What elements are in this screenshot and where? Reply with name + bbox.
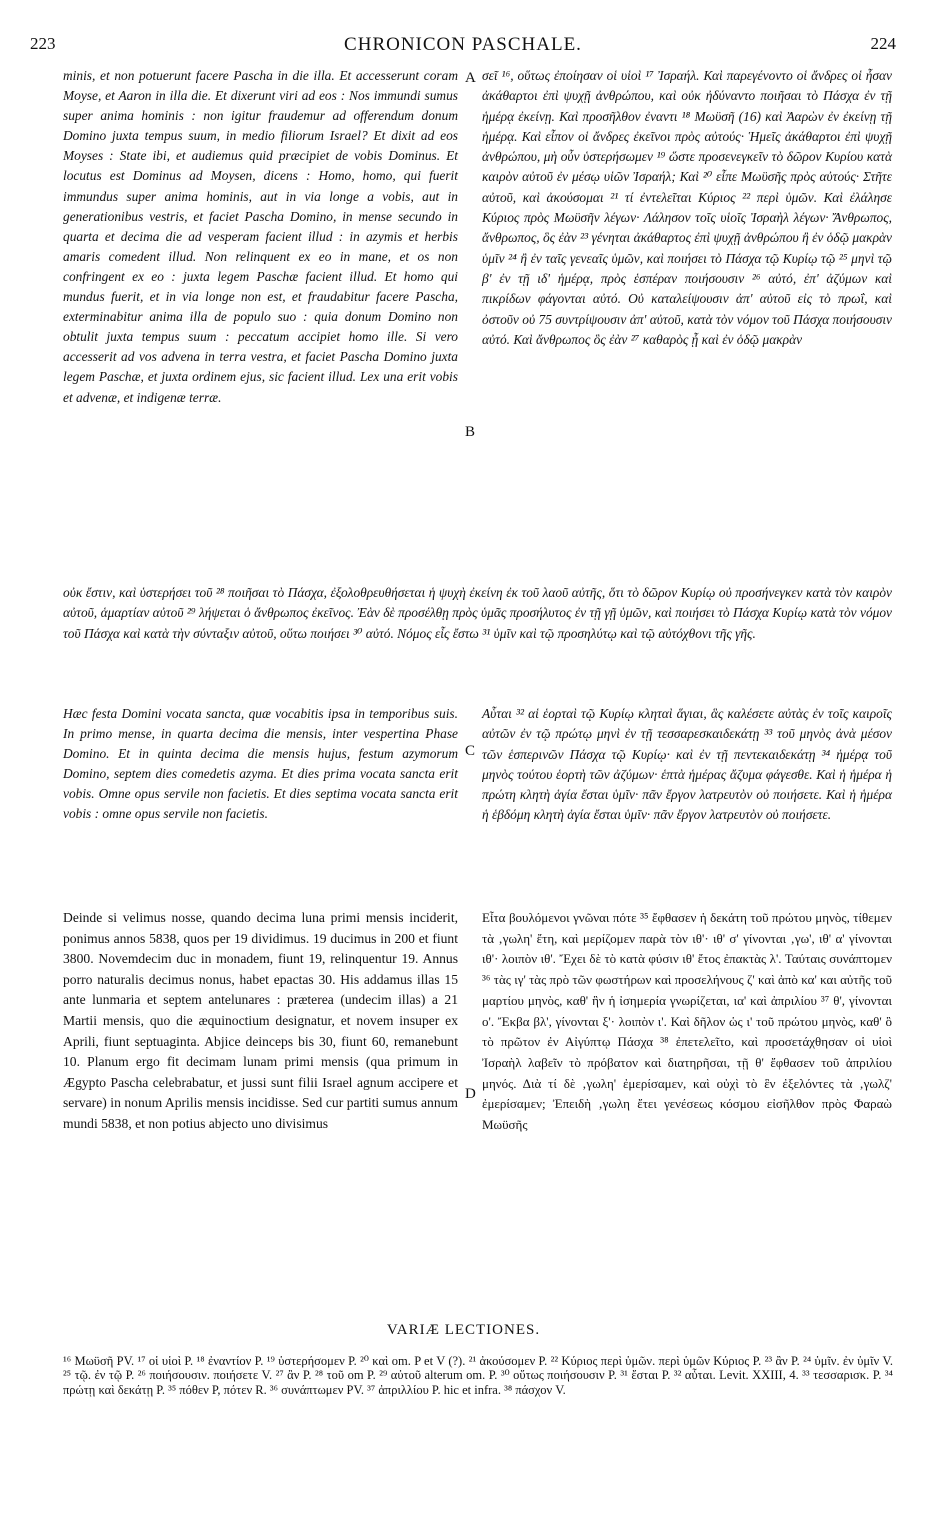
greek-text-full-width: οὐκ ἔστιν, καὶ ὑστερήσει τοῦ ²⁸ ποιῆσαι τὸ Πάσχα, ἐξολοθρευθήσεται ἡ ψυχὴ ἐκείνη ἐκ τοῦ λαοῦ αὐτῆς, ὅτι τὸ δῶρον Κυρίῳ οὐ προσήνεγκεν κατὰ τὸν καιρὸν αὐτοῦ, ἁμαρτίαν αὐτοῦ ²⁹ λήψεται ὁ ἄνθρωπος ἐκεῖνος. Ἐὰν δὲ προσέλθῃ πρὸς ὑμᾶς προσήλυτος ἐν τῇ γῇ ὑμῶν, καὶ ποιήσει τὸ Πάσχα Κυρίῳ κατὰ τὸν νόμον τοῦ Πάσχα καὶ κατὰ τὴν σύνταξιν αὐτοῦ, οὕτω ποιήσει ³⁰ αὐτό. Νόμος εἷς ἔστω ³¹ ὑμῖν καὶ τῷ προσηλύτῳ καὶ τῷ αὐτόχθονι τῆς γῆς.	[63, 585, 892, 641]
margin-letter-d: D	[465, 1086, 476, 1102]
variae-lectiones-heading: VARIÆ LECTIONES.	[386, 1322, 541, 1338]
page-number-left: 223	[30, 34, 56, 53]
page-header	[30, 34, 896, 58]
greek-text-middle: Αὗται ³² αἱ ἑορταὶ τῷ Κυρίῳ κληταὶ ἅγιαι, ἃς καλέσετε αὐτὰς ἐν τοῖς καιροῖς αὐτῶν ἐν τῷ πρώτῳ μηνὶ ἐν τῇ τεσσαρεσκαιδεκάτῃ ³³ τοῦ μηνὸς ἀνὰ μέσον τῶν ἑσπερινῶν Πάσχα τῷ Κυρίῳ· καὶ ἐν τῇ πεντεκαιδεκάτῃ ³⁴ ἡμέρᾳ τοῦ μηνὸς τούτου ἑορτὴ τῶν ἀζύμων· ἑπτὰ ἡμέρας ἄζυμα φάγεσθε. Καὶ ἡ ἡμέρα ἡ πρώτη κλητὴ ἁγία ἔσται ὑμῖν· πᾶν ἔργον λατρευτὸν οὐ ποιήσετε. Καὶ ἡ ἡμέρα ἡ ἑβδόμη κλητὴ ἁγία ἔσται ὑμῖν· πᾶν ἔργον λατρευτὸν οὐ ποιήσετε.	[482, 706, 892, 823]
page-number-right: 224	[870, 34, 896, 53]
running-title: CHRONICON PASCHALE.	[344, 34, 582, 55]
greek-text-top: σεῖ ¹⁶, οὕτως ἐποίησαν οἱ υἱοὶ ¹⁷ Ἰσραήλ. Καὶ παρεγένοντο οἱ ἄνδρες οἱ ἦσαν ἀκάθαρτοι ἐπὶ ψυχῇ ἀνθρώπου, καὶ οὐκ ἠδύναντο ποιῆσαι τὸ Πάσχα ἐν τῇ ἡμέρᾳ ἐκείνῃ. Καὶ προσῆλθον ἐναντι ¹⁸ Μωϋσῆ (16) καὶ Ἀαρὼν ἐν ἐκείνῃ τῇ ἡμέρᾳ. Καὶ εἶπον οἱ ἄνδρες ἐκεῖνοι πρὸς αὐτούς· Ἡμεῖς ἀκάθαρτοι ἐπὶ ψυχῇ ἀνθρώπου, μὴ οὖν ὑστερήσωμεν ¹⁹ ὥστε προσενεγκεῖν τὸ δῶρον Κυρίου κατὰ καιρὸν αὐτοῦ ἐν μέσῳ υἱῶν Ἰσραήλ; Καὶ ²⁰ εἶπε Μωϋσῆς πρὸς αὐτούς· Στῆτε αὐτοῦ, καὶ ἀκούσομαι ²¹ τί ἐντελεῖται Κύριος ²² περὶ ὑμῶν. Καὶ ἐλάλησε Κύριος πρὸς Μωϋσῆν λέγων· Λάλησον τοῖς υἱοῖς Ἰσραὴλ λέγων· Ἄνθρωπος, ἄνθρωπος, ὃς ἐὰν ²³ γένηται ἀκάθαρτος ἐπὶ ψυχῇ ἀνθρώπου ἢ ἐν ὁδῷ μακρὰν ὑμῖν ²⁴ ἢ ἐν ταῖς γενεαῖς ὑμῶν, καὶ ποιήσει τὸ Πάσχα τῷ Κυρίῳ τῷ ²⁵ μηνὶ τῷ β' ἐν τῇ ιδ' ἡμέρᾳ, πρὸς ἑσπέραν ποιήσουσιν ²⁶ αὐτό, ἐπ' ἀζύμων καὶ πικρίδων φάγονται αὐτό. Οὐ καταλείψουσιν ἀπ' αὐτοῦ εἰς τὸ πρωΐ, καὶ ὀστοῦν οὐ 75 συντρίψουσιν ἀπ' αὐτοῦ, κατὰ τὸν νόμον τοῦ Πάσχα ποιήσουσιν αὐτό. Καὶ ἄνθρωπος ὃς ἐὰν ²⁷ καθαρὸς ᾖ καὶ ἐν ὁδῷ μακρὰν	[482, 68, 892, 347]
latin-text-bottom: Deinde si velimus nosse, quando decima luna primi mensis inciderit, ponimus annos 5838, quos per 19 dividimus. 19 ducimus in 200 et fiunt 3800. Novemdecim duc in monadem, fiunt 19, relinquentur 19. Annus porro naturalis decimus nonus, habet epactas 30. His addamus illas 15 ante lunmaria et septem antelunares : præterea (undecim illas) a 21 Martii mensis, quo die æquinoctium designatur, et novem insuper ex Aprili, fiunt septuaginta. Abjice deinceps bis 30, fiunt 60, remanebunt 10. Planum ergo fit decimam lunam primi mensis (qua primum in Ægypto Pascha celebrabatur, et jussi sunt filii Israel agnum accipere et servare) in nonum Aprilis mensis incidisse. Sed cur partiti sumus annum mundi 5838, et non potius abjecto uno divisimus	[63, 910, 458, 1131]
margin-letter-c: C	[465, 743, 476, 759]
latin-text-middle: Hæc festa Domini vocata sancta, quæ vocabitis ipsa in temporibus suis. In primo mense, in quarta decima die mensis, inter vespertina Phase Domino. Et in quinta decima die mensis hujus, festum azymorum Domino, septem dies comedetis azyma. Et dies prima vocata sancta erit vobis. Omne opus servile non facietis. Et dies septima vocata sancta erit vobis : omne opus servile non facietis.	[63, 706, 458, 822]
variae-lectiones-notes: ¹⁶ Μωϋσῆ PV. ¹⁷ οἱ υἱοὶ P. ¹⁸ ἐναντίον P. ¹⁹ ὑστερήσομεν P. ²⁰ καὶ om. P et V (?). ²¹ ἀκούσομεν P. ²² Κύριος περὶ ὑμῶν. περὶ ὑμῶν Κύριος P. ²³ ἂν P. ²⁴ ὑμῖν. ἐν ὑμῖν V. ²⁵ τῷ. ἐν τῷ P. ²⁶ ποιήσουσιν. ποιήσετε V. ²⁷ ἂν P. ²⁸ τοῦ om P. ²⁹ αὐτοῦ alterum om. P. ³⁰ οὕτως ποιήσουσιν P. ³¹ ἔσται P. ³² αὗται. Levit. XXIII, 4. ³³ τεσσαρισκ. P. ³⁴ πρώτῃ καὶ δεκάτῃ P. ³⁵ πόθεν P, πότεν R. ³⁶ συνάπτωμεν PV. ³⁷ ἀπριλλίου P. hic et infra. ³⁸ πάσχον V.	[63, 1354, 893, 1397]
latin-text-top: minis, et non potuerunt facere Pascha in die illa. Et accesserunt coram Moyse, et Aaron in illa die. Et dixerunt viri ad eos : Nos immundi sumus super anima hominis : non igitur fraudemur ad offerendum donum Domino juxta tempus suum, in medio filiorum Israel? Et dixit ad eos Moyses : State ibi, et audiemus quid præcipiet de vobis Dominus. Et locutus est Dominus ad Moysen, dicens : Homo, homo, qui fuerit immundus super anima hominis, aut in via longe a vobis, aut in generationibus vestris, et faciet Pascha Domino, in mense secundo in quarta et decima die ad vesperam facient illud : in azymis et herbis amaris comedent illud. Non relinquent ex eo in mane, et os non confringent ex eo : juxta legem Paschæ facient illud. Et homo qui mundus fuerit, et in via longe non est, et fraudabitur facere Pascha, exterminabitur anima illa de populo suo : quia donum Domino non obtulit juxta tempus suum : peccatum accipiet homo ille. Si vero accesserit ad vos advena in terra vestra, et faciet Pascha Domino juxta legem Paschæ, et juxta ordinem ejus, sic facient illud. Lex una erit vobis et advenæ, et indigenæ terræ.	[63, 68, 458, 405]
margin-letter-a: A	[465, 70, 476, 86]
margin-letter-b: B	[465, 424, 476, 440]
greek-text-bottom: Εἶτα βουλόμενοι γνῶναι πότε ³⁵ ἔφθασεν ἡ δεκάτη τοῦ πρώτου μηνὸς, τίθεμεν τὰ ‚γωλη' ἔτη, καὶ μερίζομεν παρὰ τὸν ιθ'· ιθ' σ' γίνονται ‚γω', ιθ' α' γίνονται ιθ'· λοιπὸν ιθ'. Ἔχει δὲ τὸ κατὰ φύσιν ιθ' ἔτος ἐπακτὰς λ'. Ταύταις συνάπτομεν ³⁶ τὰς ιγ' τὰς πρὸ τῶν φωστήρων καὶ προσελήνους ζ' καὶ ἀπὸ κα' και αὐτῆς τοῦ μαρτίου μηνὸς, καθ' ἣν ἡ ἰσημερία γνωρίζεται, ια' καὶ ἀπριλίου ³⁷ θ', γίνονται ο'. Ἔκβα βλ', γίνονται ξ'· λοιπὸν ι'. Καὶ δῆλον ὡς ι' τοῦ πρώτου μηνὸς, καθ' ὃ τὸ πρῶτον ἐν Αἰγύπτῳ Πάσχα ³⁸ ἐπετελεῖτο, καὶ προσετάχθησαν οἱ υἱοὶ Ἰσραὴλ λαβεῖν τὸ πρόβατον καὶ διατηρῆσαι, τῇ θ' ἔφθασεν τοῦ ἀπριλίου μηνός. Διὰ τί δὲ ‚γωλη' ἐμερίσαμεν, καὶ οὐχὶ τὸ ἓν ἐξελόντες τὰ ‚γωλζ' ἐμερίσαμεν; Ἐπειδὴ ‚γωλη ἔτει γενέσεως κόσμου εἰσῆλθον πρὸς Φαραὼ Μωϋσῆς	[482, 910, 892, 1133]
